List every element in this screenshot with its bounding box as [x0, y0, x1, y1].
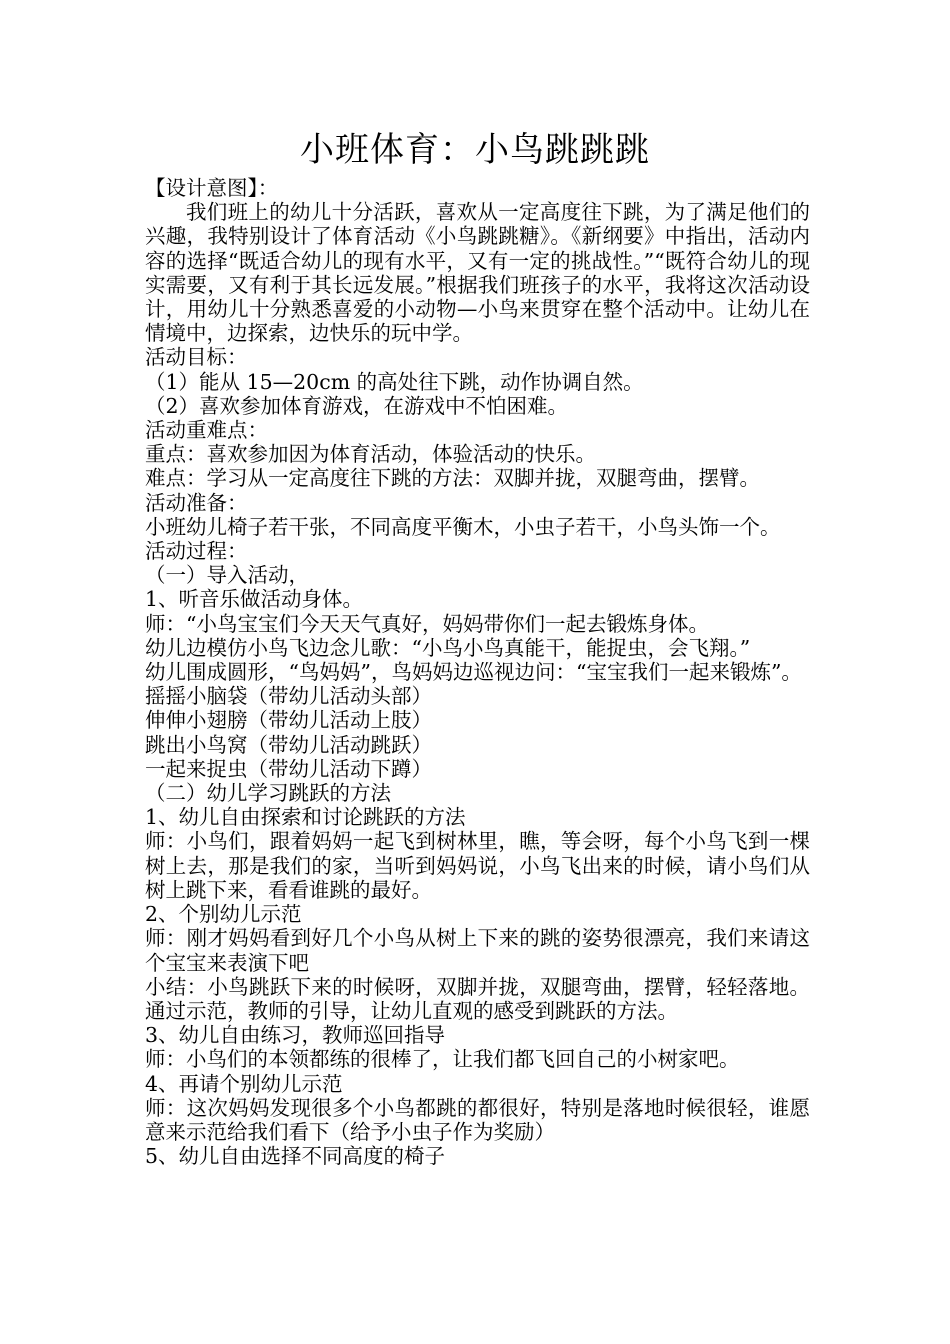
child-line: 幼儿围成圆形，“鸟妈妈”，鸟妈妈边巡视边问：“宝宝我们一起来锻炼”。 — [145, 660, 802, 685]
goal-item-1: （1）能从 15—20cm 的高处往下跳，动作协调自然。 — [145, 369, 644, 394]
section-heading-process: 活动过程： — [145, 539, 248, 564]
teacher-line: 师：小鸟们，跟着妈妈一起飞到树林里，瞧，等会呀，每个小鸟飞到一棵树上去，那是我们的家，当听到妈妈说，小鸟飞出来的时候，请小鸟们从树上跳下来，看看谁跳的最好。 — [145, 829, 810, 902]
activity-item: 一起来捉虫（带幼儿活动下蹲） — [145, 756, 432, 781]
process-part-2-heading: （二）幼儿学习跳跃的方法 — [145, 781, 391, 806]
child-line: 幼儿边模仿小鸟飞边念儿歌：“小鸟小鸟真能干，能捉虫，会飞翔。” — [145, 635, 751, 660]
section-heading-preparation: 活动准备： — [145, 490, 248, 515]
key-point: 重点：喜欢参加因为体育活动，体验活动的快乐。 — [145, 442, 596, 467]
section-heading-goals: 活动目标： — [145, 345, 248, 370]
step-heading: 1、幼儿自由探索和讨论跳跃的方法 — [145, 805, 466, 830]
activity-item: 伸伸小翅膀（带幼儿活动上肢） — [145, 708, 432, 733]
section-heading-key-points: 活动重难点： — [145, 418, 268, 443]
section-heading-design-intent: 【设计意图】： — [145, 176, 279, 200]
step-heading: 1、听音乐做活动身体。 — [145, 587, 364, 612]
teacher-line: 师：刚才妈妈看到好几个小鸟从树上下来的跳的姿势很漂亮，我们来请这个宝宝来表演下吧 — [145, 926, 810, 975]
teacher-line: 师：这次妈妈发现很多个小鸟都跳的都很好，特别是落地时候很轻，谁愿意来示范给我们看下（给予小虫子作为奖励） — [145, 1095, 810, 1144]
difficult-point: 难点：学习从一定高度往下跳的方法：双脚并拢，双腿弯曲，摆臂。 — [145, 466, 760, 491]
teacher-line: 师：小鸟们的本领都练的很棒了，让我们都飞回自己的小树家吧。 — [145, 1047, 740, 1072]
teacher-line: 师：“小鸟宝宝们今天天气真好，妈妈带你们一起去锻炼身体。 — [145, 611, 709, 636]
step-heading: 2、个别幼儿示范 — [145, 902, 302, 927]
goal-item-2: （2）喜欢参加体育游戏，在游戏中不怕困难。 — [145, 393, 569, 418]
step-heading: 5、幼儿自由选择不同高度的椅子 — [145, 1144, 446, 1169]
process-part-1-heading: （一）导入活动， — [145, 563, 309, 588]
document-body — [145, 176, 810, 1168]
step-heading: 3、幼儿自由练习，教师巡回指导 — [145, 1023, 446, 1048]
document-title: 小班体育：小鸟跳跳跳 — [300, 130, 650, 170]
step-heading: 4、再请个别幼儿示范 — [145, 1071, 343, 1096]
paragraph-design-intent: 我们班上的幼儿十分活跃，喜欢从一定高度往下跳，为了满足他们的兴趣，我特别设计了体育活动《小鸟跳跳糖》。《新纲要》中指出，活动内容的选择“既适合幼儿的现有水平，又有一定的挑战性。”“既符合幼儿的现实需要，又有利于其长远发展。”根据我们班孩子的水平，我将这次活动设计，用幼儿十分熟悉喜爱的小动物—小鸟来贯穿在整个活动中。让幼儿在情境中，边探索，边快乐的玩中学。 — [145, 200, 810, 346]
activity-item: 摇摇小脑袋（带幼儿活动头部） — [145, 684, 432, 709]
activity-item: 跳出小鸟窝（带幼儿活动跳跃） — [145, 732, 432, 757]
summary-line: 小结：小鸟跳跃下来的时候呀，双脚并拢，双腿弯曲，摆臂，轻轻落地。通过示范，教师的引导，让幼儿直观的感受到跳跃的方法。 — [145, 974, 810, 1023]
preparation-text: 小班幼儿椅子若干张，不同高度平衡木，小虫子若干，小鸟头饰一个。 — [145, 514, 781, 539]
